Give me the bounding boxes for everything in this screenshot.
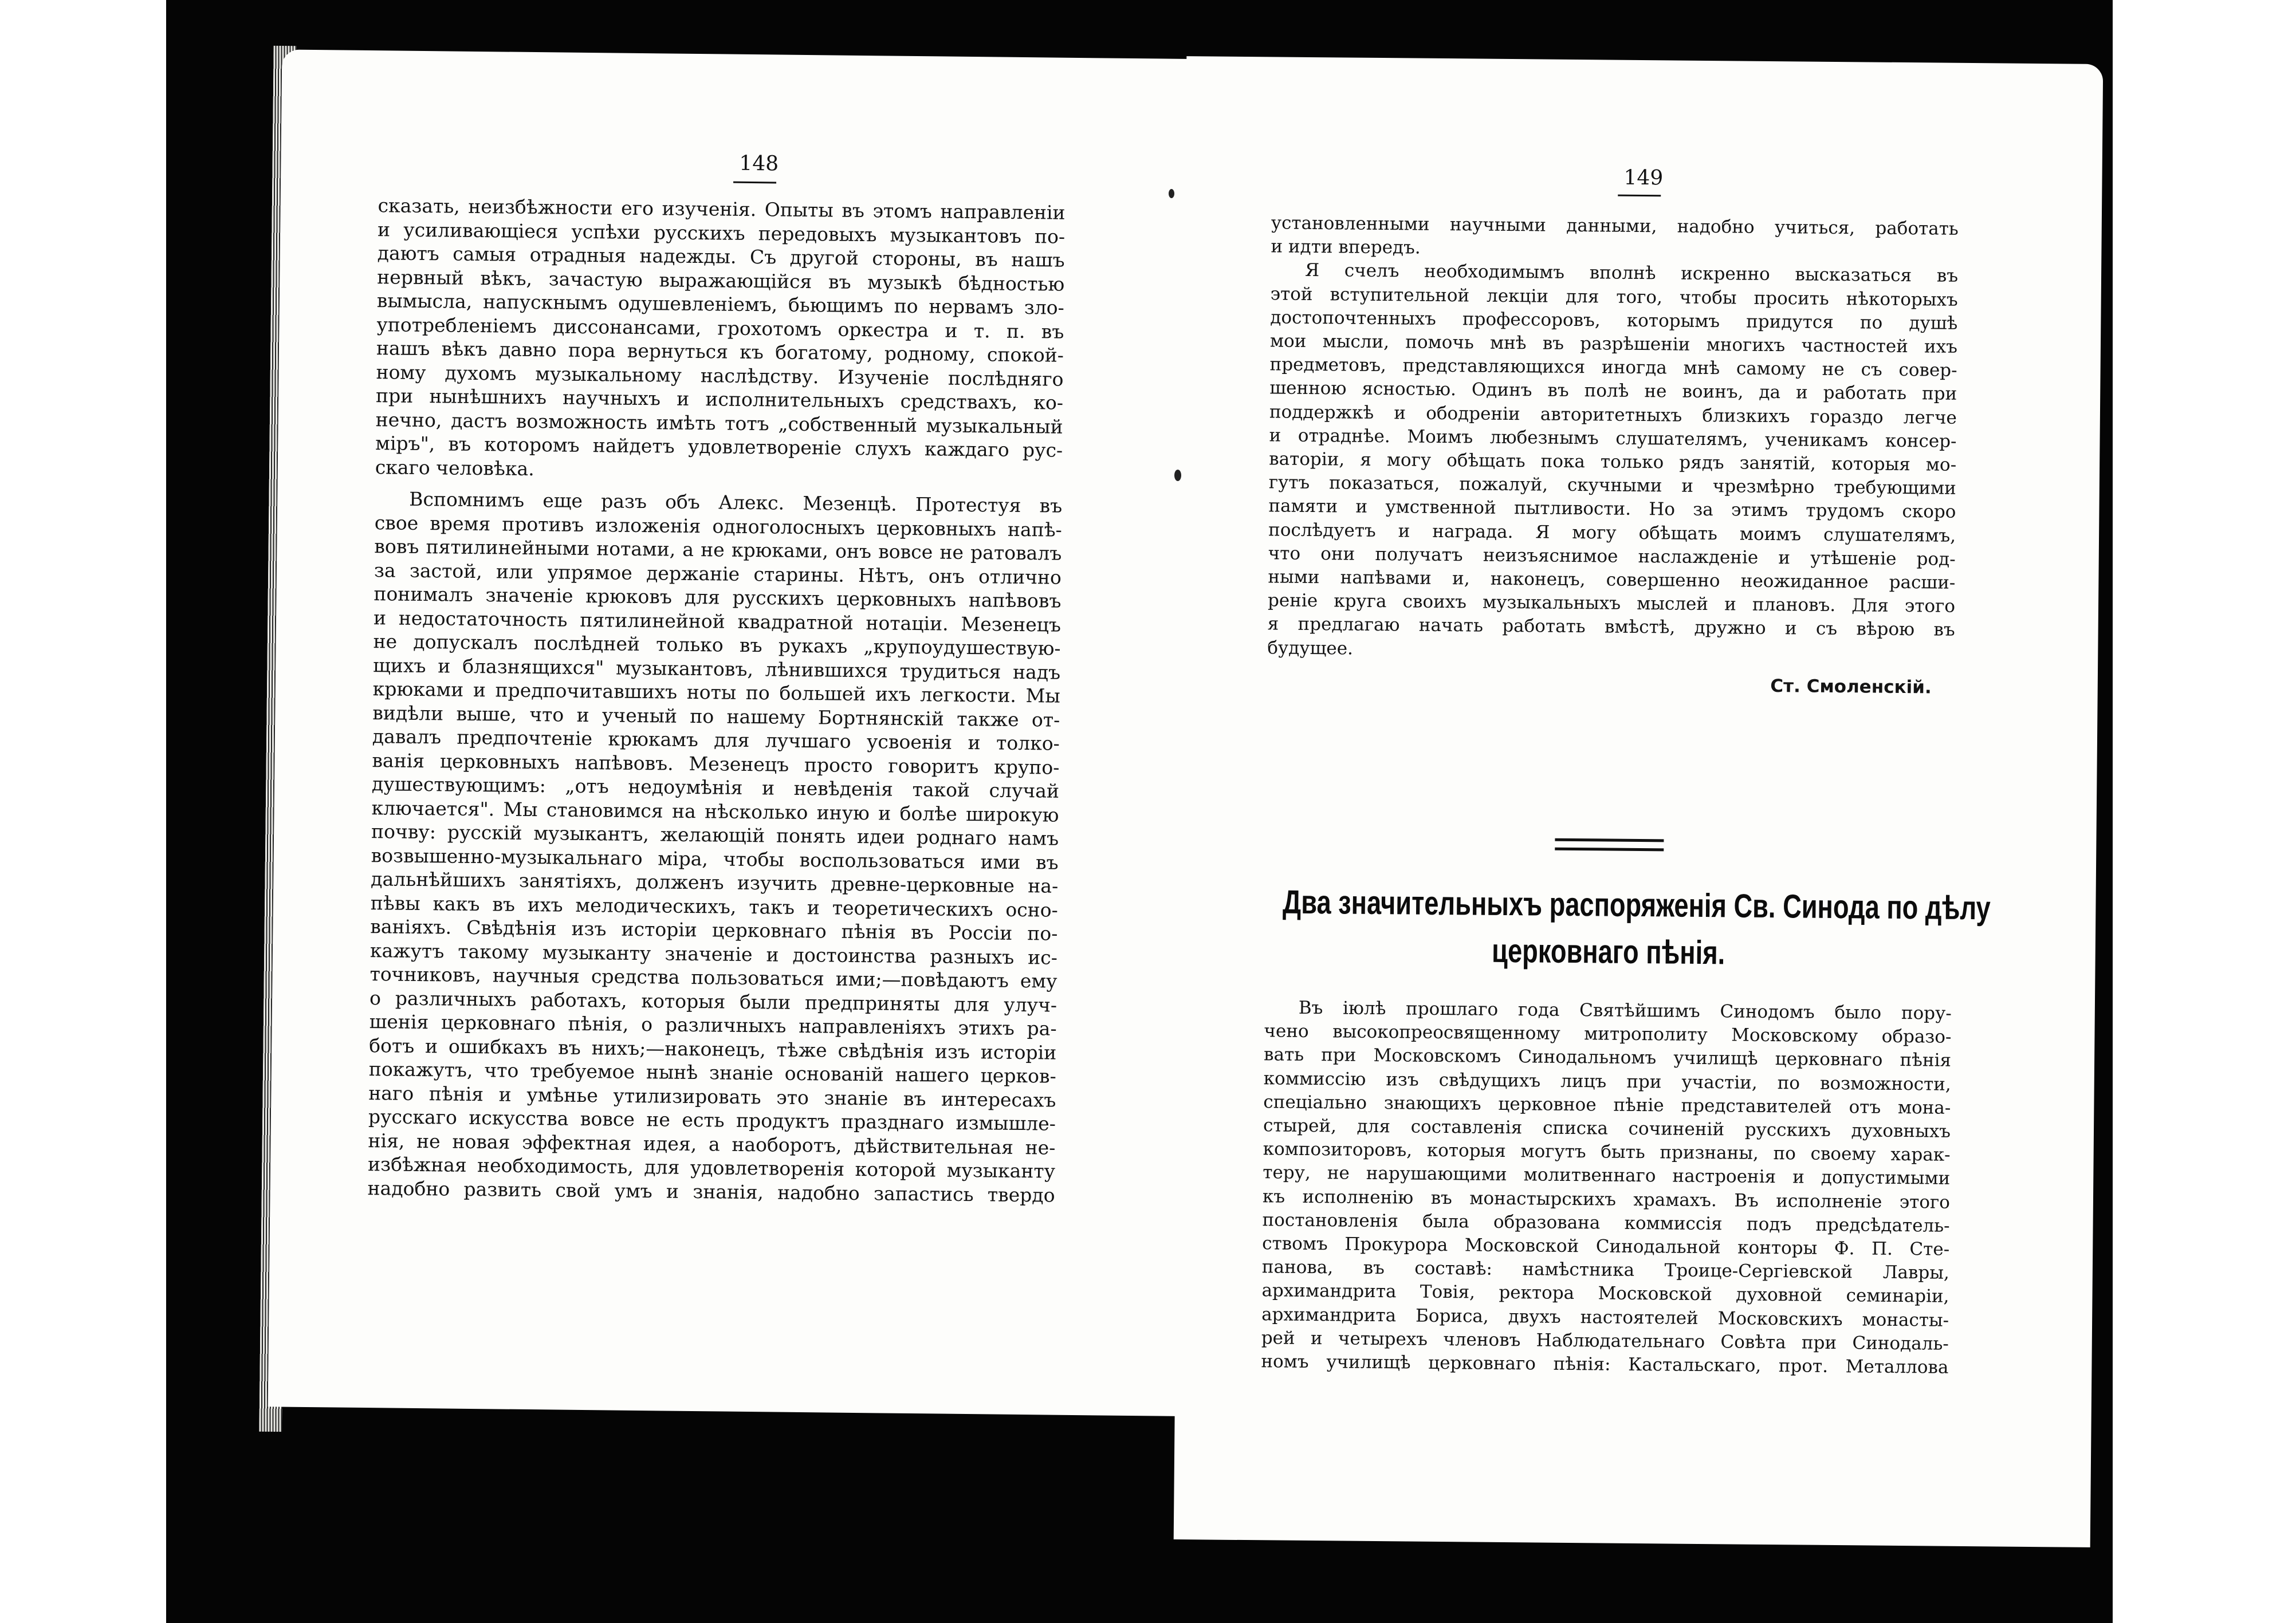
text-line: архимандрита Бориса, двухъ настоятелей Московскихъ монасты- [1261, 1303, 1949, 1331]
text-line: Вспомнимъ еще разъ объ Алекс. Мезенцѣ. Протестуя въ [409, 487, 1063, 517]
text-line: ваніяхъ. Свѣдѣнія изъ исторіи церковнаго пѣнія въ Россіи по- [370, 915, 1058, 945]
text-line: стырей, для составленія списка сочиненій русскихъ духовныхъ [1263, 1115, 1951, 1142]
text-line: этой вступительной лекціи для того, чтобы просить нѣкоторыхъ [1270, 283, 1958, 310]
left-text-column [367, 194, 1065, 1207]
signature: Ст. Смоленскій. [1770, 675, 1932, 698]
scan-background [166, 0, 2113, 1623]
text-line: и идти впередъ. [1271, 236, 1421, 258]
text-line: русскаго искусства вовсе не есть продуктъ празднаго измышле- [368, 1105, 1056, 1135]
right-page [1174, 56, 2104, 1547]
text-line: и усиливающіеся успѣхи русскихъ передовыхъ музыкантовъ по- [377, 218, 1066, 248]
text-line: спеціально знающихъ церковное пѣніе представителей отъ мона- [1263, 1092, 1951, 1118]
text-line: свое время противъ изложенія одноголосныхъ церковныхъ напѣ- [374, 511, 1062, 541]
text-line: мои мысли, помочь мнѣ въ разрѣшеніи многихъ частностей ихъ [1269, 330, 1958, 357]
scan-speck [1169, 189, 1174, 198]
text-line: ствомъ Прокурора Московской Синодальной конторы Ф. П. Сте- [1262, 1233, 1950, 1260]
text-line: скаго человѣка. [375, 455, 534, 480]
right-text-column [1267, 211, 1959, 700]
text-line: достопочтенныхъ профессоровъ, которымъ придутся по душѣ [1270, 307, 1958, 334]
page-number-rule [733, 182, 776, 184]
text-line: душествующимъ: „отъ недоумѣнія и невѣденія такой случай [371, 773, 1060, 802]
text-line: пѣвы какъ въ ихъ мелодическихъ, такъ и теоретическихъ осно- [370, 891, 1059, 921]
text-line: видѣли выше, что и ученый по нашему Бортнянскій также от- [372, 701, 1060, 731]
text-line: о различныхъ работахъ, которыя были предприняты для улуч- [369, 986, 1057, 1017]
text-line: Я счелъ необходимымъ вполнѣ искренно высказаться въ [1304, 260, 1959, 287]
text-line: и недостаточность пятилинейной квадратной нотаціи. Мезенецъ [373, 606, 1061, 636]
text-line: ному духомъ музыкальному наслѣдству. Изученіе послѣдняго [376, 360, 1064, 391]
text-line: и отраднѣе. Моимъ любезнымъ слушателямъ, ученикамъ консер- [1269, 425, 1957, 452]
text-line: вать при Московскомъ Синодальномъ училищѣ церковнаго пѣнія [1263, 1044, 1952, 1072]
text-line: послѣдуетъ и награда. Я могу обѣщать моимъ слушателямъ, [1268, 519, 1956, 546]
text-line: будущее. [1267, 637, 1354, 659]
text-line: теру, не нарушающими молитвеннаго настроенія и допустимыми [1263, 1162, 1951, 1189]
text-line: даютъ самыя отрадныя надежды. Съ другой стороны, въ нашъ [377, 242, 1065, 271]
text-line: ваторіи, я могу обѣщать пока только рядъ занятій, которыя мо- [1269, 448, 1957, 475]
text-line: кажутъ такому музыканту значеніе и достоинства разныхъ ис- [369, 939, 1058, 969]
text-line: точниковъ, научныя средства пользоваться ими;—повѣдаютъ ему [369, 963, 1057, 992]
divider-rule-top [1555, 838, 1664, 842]
text-line: не допускалъ послѣдней только въ рукахъ „крупоудушествую- [373, 630, 1061, 660]
text-line: номъ училищѣ церковнаго пѣнія: Кастальскаго, прот. Металлова [1261, 1351, 1949, 1378]
text-line: ванія церковныхъ напѣвовъ. Мезенецъ просто говоритъ крупо- [372, 749, 1060, 779]
text-line: давалъ предпочтеніе крюкамъ для лучшаго усвоенія и толко- [372, 725, 1060, 755]
text-line: предметовъ, представляющихся иногда мнѣ самому не съ совер- [1269, 354, 1957, 381]
text-line: постановленія была образована коммиссія подъ предсѣдатель- [1262, 1210, 1950, 1236]
text-line: вовъ пятилинейными нотами, а не крюками, онъ вовсе не ратовалъ [374, 535, 1062, 565]
text-line: ключается". Мы становимся на нѣсколько иную и болѣе широкую [371, 796, 1059, 826]
text-line: при нынѣшнихъ научныхъ и исполнительныхъ средствахъ, ко- [375, 384, 1064, 414]
text-line: рей и четырехъ членовъ Наблюдательнаго Совѣта при Синодаль- [1261, 1327, 1949, 1354]
text-line: ботъ и ошибкахъ въ нихъ;—наконецъ, тѣже свѣдѣнія изъ исторіи [369, 1034, 1057, 1064]
text-line: шенною ясностью. Одинъ въ полѣ не воинъ, да и работать при [1269, 377, 1957, 405]
text-line: наго пѣнія и умѣнье утилизировать это знаніе въ интересахъ [368, 1081, 1056, 1112]
headline-line: церковнаго пѣнія. [1491, 932, 1725, 972]
text-line: за застой, или упрямое держаніе старины. Нѣтъ, онъ отлично [374, 558, 1062, 589]
text-line: нашъ вѣкъ давно пора вернуться къ богатому, родному, спокой- [376, 337, 1064, 367]
text-line: къ исполненію въ монастырскихъ храмахъ. Въ исполненіе этого [1262, 1185, 1951, 1213]
text-line: міръ", въ которомъ найдетъ удовлетвореніе слухъ каждаго рус- [375, 432, 1063, 462]
scan-speck [1174, 470, 1181, 481]
text-line: нія, не новая эффектная идея, а наоборотъ, дѣйствительная не- [368, 1129, 1056, 1159]
text-line: избѣжная необходимость, для удовлетворенія которой музыканту [367, 1153, 1056, 1183]
text-line: крюками и предпочитавшихъ ноты по большей ихъ легкости. Мы [372, 677, 1060, 707]
text-line: реніе круга своихъ музыкальныхъ мыслей и плановъ. Для этого [1267, 590, 1956, 617]
text-line: щихъ и блазнящихся" музыкантовъ, лѣнившихся трудиться надъ [373, 653, 1061, 684]
text-line: шенія церковнаго пѣнія, о различныхъ направленіяхъ этихъ ра- [369, 1010, 1057, 1040]
text-line: гутъ показаться, пожалуй, скучными и чрезмѣрно требующими [1268, 472, 1956, 499]
text-line: понималъ значеніе крюковъ для русскихъ церковныхъ напѣвовъ [374, 582, 1061, 612]
text-line: вымысла, напускнымъ одушевленіемъ, бьющимъ по нервамъ зло- [376, 289, 1065, 319]
text-line: Въ іюлѣ прошлаго года Святѣйшимъ Синодомъ было пору- [1298, 997, 1952, 1024]
text-line: я предлагаю начать работать вмѣстѣ, дружно и съ вѣрою въ [1267, 613, 1955, 641]
divider-rule-bottom [1555, 848, 1664, 852]
text-line: архимандрита Товія, ректора Московской духовной семинаріи, [1261, 1280, 1949, 1307]
article-body [1261, 996, 1952, 1380]
text-line: поддержкѣ и ободреніи авторитетныхъ близкихъ гораздо легче [1269, 401, 1957, 428]
text-line: возвышенно-музыкальнаго міра, чтобы воспользоваться ими въ [371, 844, 1059, 874]
text-line: коммиссію изъ свѣдущихъ лицъ при участіи, по возможности, [1263, 1067, 1951, 1095]
text-line: нечно, дастъ возможность имѣть тотъ „собственный музыкальный [375, 408, 1063, 438]
text-line: надобно развить свой умъ и знанія, надобно запастись твердо [367, 1176, 1055, 1207]
text-line: памяти и умственной пытливости. Но за этимъ трудомъ скоро [1268, 495, 1956, 523]
right-page-number: 149 [1623, 166, 1664, 190]
left-page-number: 148 [739, 151, 779, 176]
text-line: сказать, неизбѣжности его изученія. Опыты въ этомъ направленіи [378, 194, 1066, 224]
left-page [268, 49, 1230, 1416]
headline-line: Два значительныхъ распоряженія Св. Синода по дѣлу [1282, 883, 1991, 927]
text-line: ными напѣвами и, наконецъ, совершенно неожиданное расши- [1268, 566, 1956, 593]
text-line: что они получатъ неизъяснимое наслажденіе и утѣшеніе род- [1268, 543, 1956, 570]
text-line: почву: русскій музыкантъ, желающій понять идеи роднаго намъ [371, 820, 1059, 850]
text-line: композиторовъ, которыя могутъ быть признаны, по своему харак- [1263, 1139, 1951, 1165]
article-headline [1282, 879, 1991, 979]
text-line: нервный вѣкъ, зачастую выражающійся въ музыкѣ бѣдностью [377, 265, 1065, 296]
text-line: дальнѣйшихъ занятіяхъ, долженъ изучить древне-церковные на- [371, 868, 1059, 897]
text-line: установленными научными данными, надобно учиться, работать [1271, 212, 1959, 239]
text-line: чено высокопреосвященному митрополиту Московскому образо- [1264, 1021, 1952, 1047]
text-line: панова, въ составѣ: намѣстника Троице-Сергіевской Лавры, [1261, 1256, 1949, 1284]
text-line: употребленіемъ диссонансами, грохотомъ оркестра и т. п. въ [376, 313, 1064, 343]
page-number-rule [1618, 195, 1661, 197]
text-line: покажутъ, что требуемое нынѣ знаніе основаній нашего церков- [368, 1058, 1056, 1088]
